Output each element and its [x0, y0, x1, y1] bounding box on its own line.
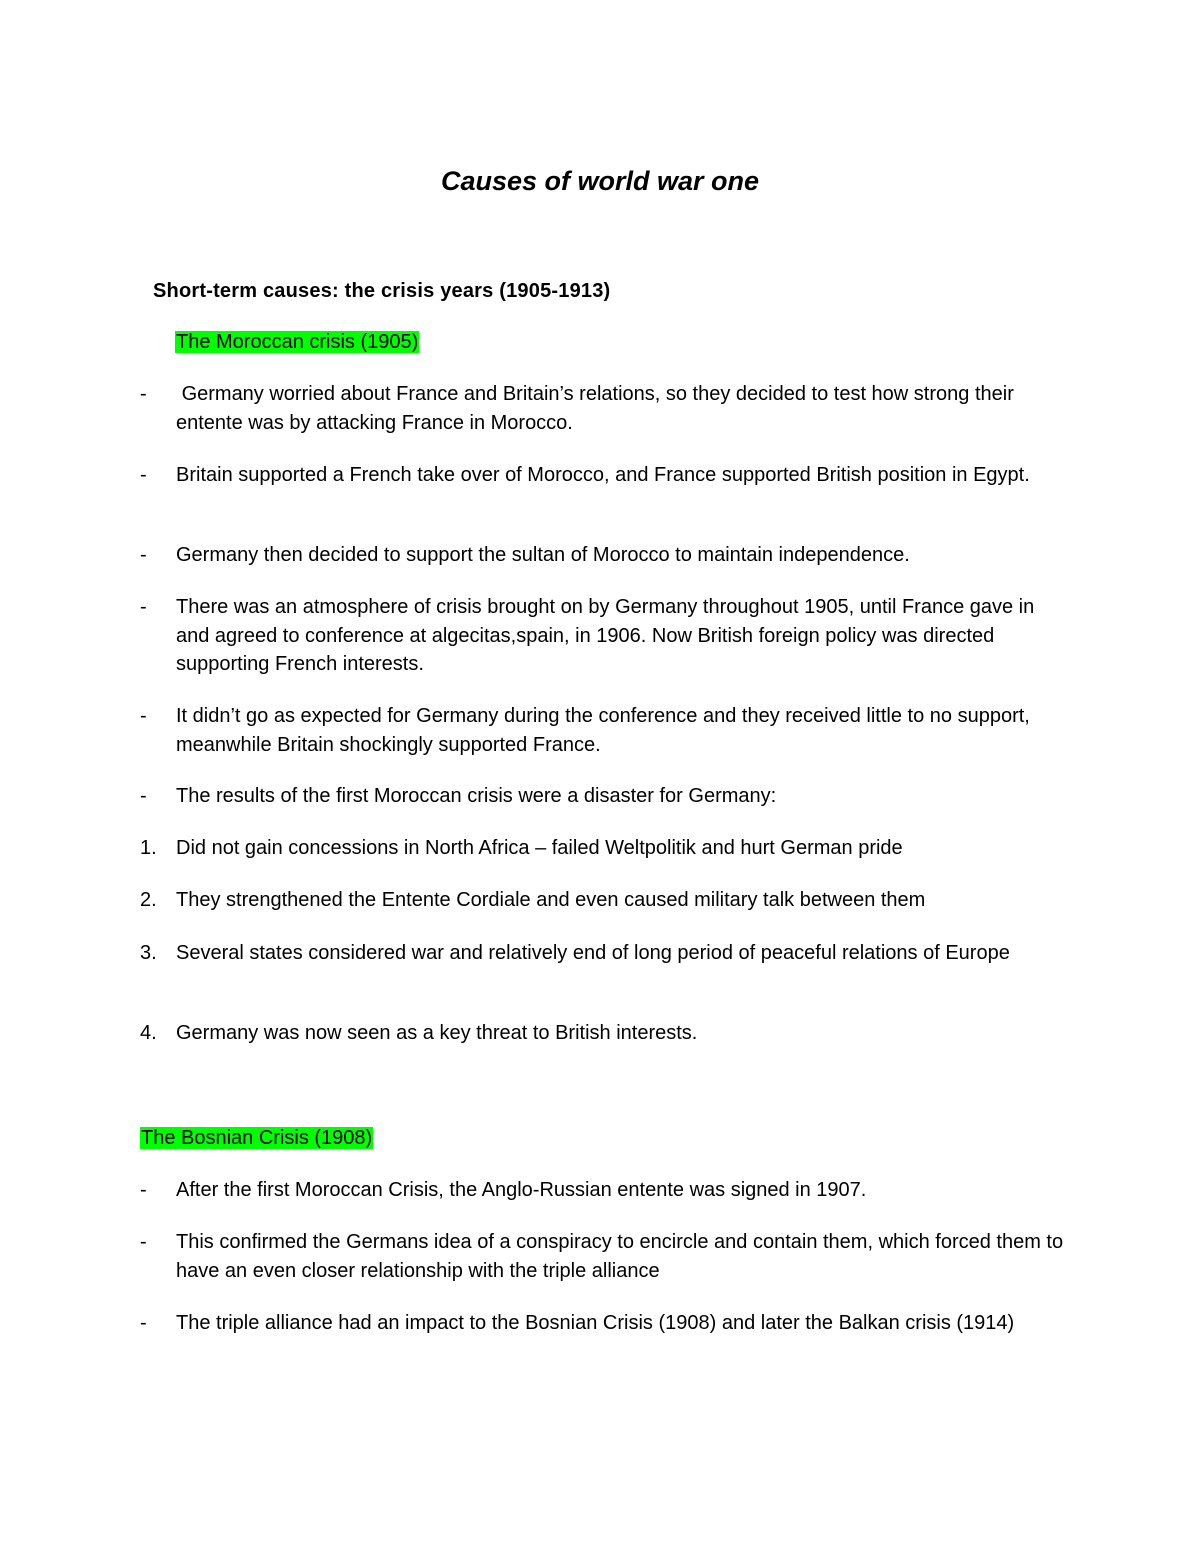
list-item	[140, 782, 1070, 811]
bullet-dash: -	[140, 705, 147, 727]
numbered-item	[140, 1019, 1070, 1048]
item-number: 4.	[140, 1022, 157, 1044]
highlighted-text: The Moroccan crisis (1905)	[176, 331, 419, 353]
list-item-text: The results of the first Moroccan crisis were a disaster for Germany:	[176, 785, 777, 807]
bullet-dash: -	[140, 383, 147, 405]
bullet-dash: -	[140, 1312, 147, 1334]
numbered-item-text: Did not gain concessions in North Africa – failed Weltpolitik and hurt German pride	[176, 837, 903, 859]
section-subheading: Short-term causes: the crisis years (1905-1913)	[153, 280, 611, 302]
list-item	[140, 541, 1070, 570]
bullet-dash: -	[140, 596, 147, 618]
item-number: 2.	[140, 889, 157, 911]
moroccan-crisis-heading	[175, 328, 419, 356]
list-item	[140, 461, 1070, 490]
list-item	[140, 593, 1070, 679]
list-item	[140, 380, 1070, 437]
list-item-text: It didn’t go as expected for Germany during the conference and they received little to no support, meanwhile Britain shockingly supported France.	[176, 705, 1030, 756]
numbered-item-text: Several states considered war and relatively end of long period of peaceful relations of Europe	[176, 942, 1010, 964]
list-item-text: This confirmed the Germans idea of a conspiracy to encircle and contain them, which forced them to have an even closer relationship with the triple alliance	[176, 1231, 1064, 1282]
list-item-text: Germany worried about France and Britain’s relations, so they decided to test how strong their entente was by attacking France in Morocco.	[176, 383, 1020, 434]
bullet-dash: -	[140, 1179, 147, 1201]
list-item	[140, 1228, 1070, 1285]
list-item-text: After the first Moroccan Crisis, the Anglo-Russian entente was signed in 1907.	[176, 1179, 867, 1201]
numbered-item	[140, 886, 1070, 915]
bullet-dash: -	[140, 464, 147, 486]
list-item-text: The triple alliance had an impact to the Bosnian Crisis (1908) and later the Balkan crisis (1914)	[176, 1312, 1015, 1334]
numbered-item-text: Germany was now seen as a key threat to British interests.	[176, 1022, 698, 1044]
list-item	[140, 702, 1070, 759]
bullet-dash: -	[140, 544, 147, 566]
list-item-text: Britain supported a French take over of Morocco, and France supported British position in Egypt.	[176, 464, 1030, 486]
list-item-text: There was an atmosphere of crisis brought on by Germany throughout 1905, until France gave in and agreed to conference at algecitas,spain, in 1906. Now British foreign policy was directed supporting French interests.	[176, 596, 1035, 675]
item-number: 3.	[140, 942, 157, 964]
bosnian-crisis-heading	[140, 1124, 373, 1152]
highlighted-text: The Bosnian Crisis (1908)	[141, 1127, 373, 1149]
document-title: Causes of world war one	[440, 166, 760, 196]
bullet-dash: -	[140, 1231, 147, 1253]
item-number: 1.	[140, 837, 157, 859]
numbered-item-text: They strengthened the Entente Cordiale and even caused military talk between them	[176, 889, 926, 911]
list-item	[140, 1309, 1070, 1338]
list-item	[140, 1176, 1070, 1205]
numbered-item	[140, 834, 1070, 863]
list-item-text: Germany then decided to support the sultan of Morocco to maintain independence.	[176, 544, 910, 566]
bullet-dash: -	[140, 785, 147, 807]
numbered-item	[140, 939, 1070, 968]
